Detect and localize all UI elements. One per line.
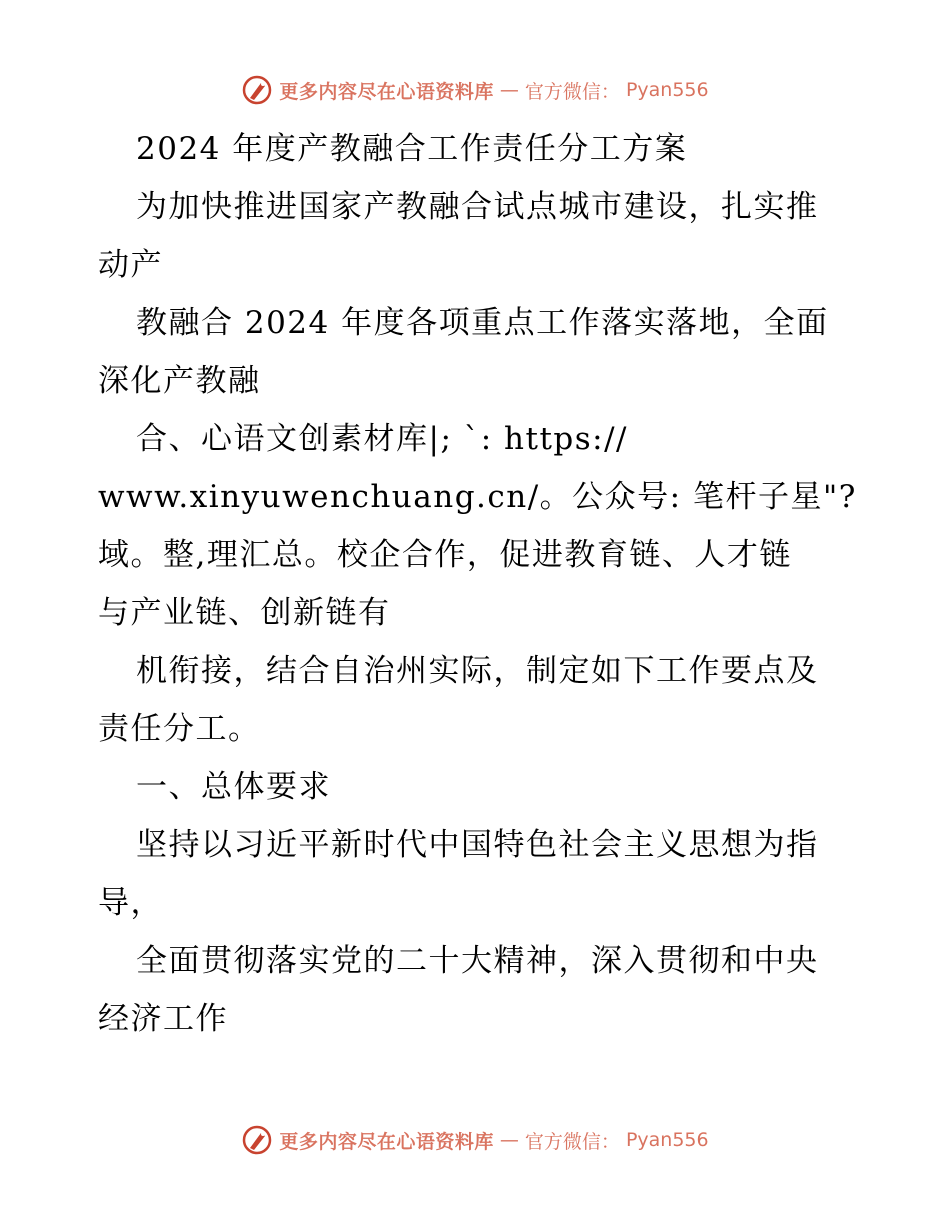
text-line: 与产业链、创新链有 bbox=[98, 595, 391, 631]
banner-wechat-label: 官方微信： bbox=[524, 80, 620, 103]
header-banner bbox=[0, 70, 950, 110]
banner-wechat-id: Pyan556 bbox=[625, 79, 709, 101]
text-line: 一、总体要求 bbox=[136, 769, 331, 805]
text-line: 经济工作 bbox=[98, 1001, 228, 1037]
text-line: 教融合 2024 年度各项重点工作落实落地，全面 bbox=[136, 305, 829, 341]
text-line: 2024 年度产教融合工作责任分工方案 bbox=[136, 131, 688, 167]
banner-wechat-label: 官方微信： bbox=[524, 1130, 620, 1153]
text-line: 导， bbox=[98, 885, 163, 921]
text-line: 深化产教融 bbox=[98, 363, 261, 399]
text-line: 机衔接，结合自治州实际，制定如下工作要点及 bbox=[136, 653, 819, 689]
banner-dash: — bbox=[499, 1129, 519, 1151]
banner-text: 更多内容尽在心语资料库 bbox=[279, 80, 494, 103]
text-line: 坚持以习近平新时代中国特色社会主义思想为指 bbox=[136, 827, 819, 863]
text-line: 动产 bbox=[98, 247, 163, 283]
text-line: 全面贯彻落实党的二十大精神，深入贯彻和中央 bbox=[136, 943, 819, 979]
text-line: 合、心语文创素材库|; `: https:// bbox=[136, 421, 629, 457]
text-line: www.xinyuwenchuang.cn/。公众号: 笔杆子星"? bbox=[98, 479, 857, 515]
text-line: 责任分工。 bbox=[98, 711, 261, 747]
pen-logo-icon bbox=[241, 74, 273, 106]
text-line: 为加快推进国家产教融合试点城市建设，扎实推 bbox=[136, 189, 819, 225]
banner-wechat-id: Pyan556 bbox=[625, 1129, 709, 1151]
document-body bbox=[98, 120, 858, 1048]
footer-banner bbox=[0, 1120, 950, 1160]
pen-logo-icon bbox=[241, 1124, 273, 1156]
banner-dash: — bbox=[499, 79, 519, 101]
banner-text: 更多内容尽在心语资料库 bbox=[279, 1130, 494, 1153]
text-line: 域。整,理汇总。校企合作，促进教育链、人才链 bbox=[98, 537, 792, 573]
